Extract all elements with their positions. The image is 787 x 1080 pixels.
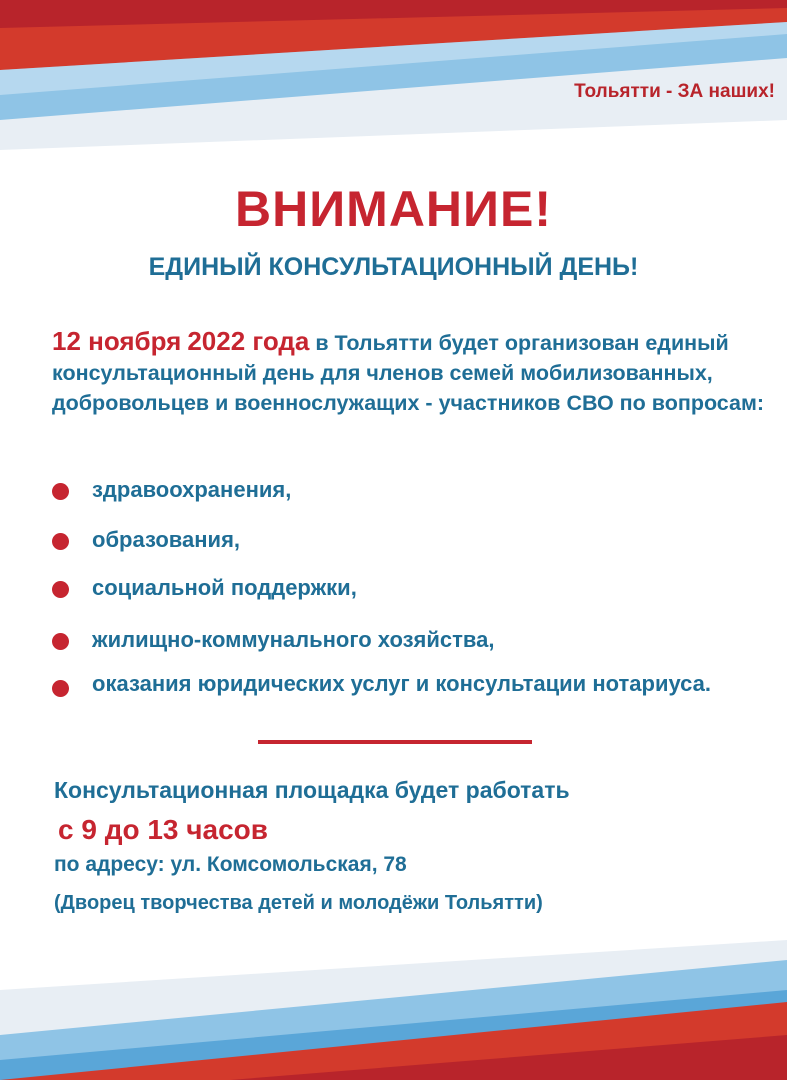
event-date-day: 12 ноября (52, 326, 182, 356)
list-item (52, 526, 772, 554)
bullet-dot-icon (52, 633, 69, 650)
bullet-dot-icon (52, 680, 69, 697)
list-item (52, 574, 772, 602)
bottom-decorative-stripes (0, 940, 787, 1080)
bullet-dot-icon (52, 581, 69, 598)
list-item (52, 670, 772, 698)
page-title: ВНИМАНИЕ! (235, 181, 552, 237)
topic-text: жилищно-коммунального хозяйства, (92, 627, 495, 652)
venue-address: по адресу: ул. Комсомольская, 78 (54, 853, 407, 876)
top-decorative-stripes (0, 0, 787, 150)
list-item (52, 626, 772, 654)
bullet-dot-icon (52, 533, 69, 550)
intro-paragraph (52, 326, 772, 418)
header-tagline: Тольятти - ЗА наших! (574, 81, 775, 102)
topic-text: здравоохранения, (92, 477, 292, 502)
topic-text: социальной поддержки, (92, 575, 357, 600)
bullet-dot-icon (52, 483, 69, 500)
topic-text: образования, (92, 527, 241, 552)
topic-text: оказания юридических услуг и консультации нотариуса. (92, 671, 712, 696)
event-date-year: 2022 года (187, 326, 310, 356)
topics-list (52, 476, 772, 698)
venue-line: Консультационная площадка будет работать (54, 777, 570, 803)
page-subtitle: ЕДИНЫЙ КОНСУЛЬТАЦИОННЫЙ ДЕНЬ! (148, 253, 639, 281)
section-divider (258, 740, 532, 744)
intro-text: в Тольятти будет организован единый консультационный день для членов семей мобилизованных, добровольцев и военнослужащих - участников СВО по вопросам: (52, 331, 765, 415)
venue-hours: с 9 до 13 часов (58, 814, 268, 845)
list-item (52, 476, 772, 504)
venue-place: (Дворец творчества детей и молодёжи Тольятти) (54, 892, 543, 914)
